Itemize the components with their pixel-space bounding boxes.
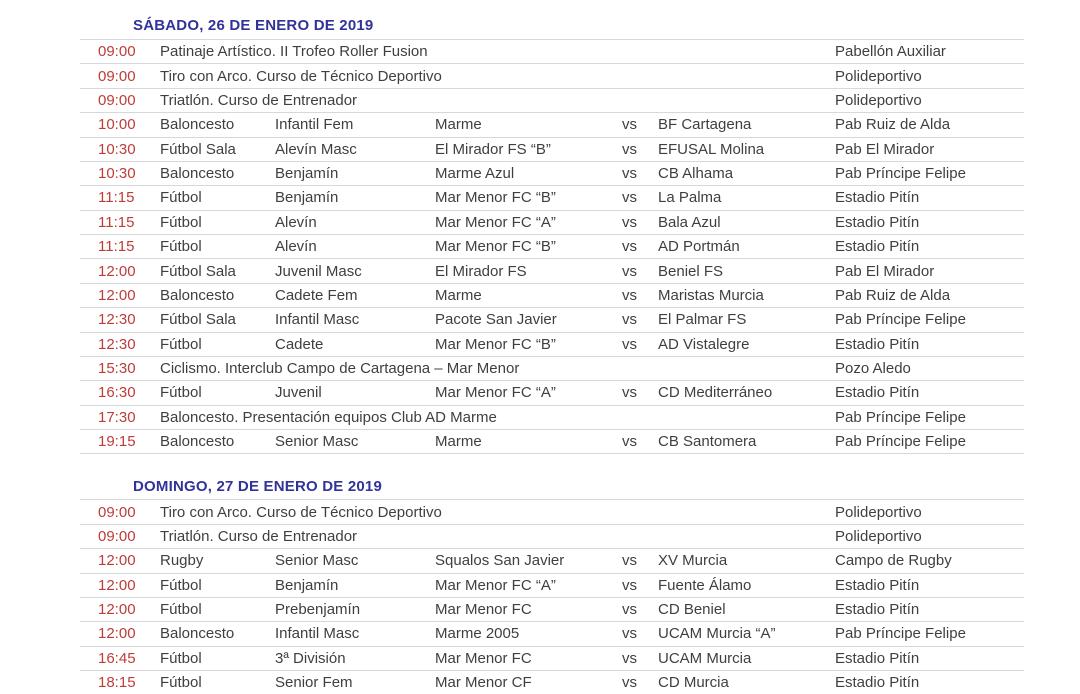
event-opponent: XV Murcia	[658, 552, 728, 570]
event-venue: Pab Príncipe Felipe	[835, 625, 966, 643]
event-category: Senior Fem	[275, 674, 353, 692]
event-team: El Mirador FS	[435, 262, 527, 280]
event-sport: Fútbol	[160, 213, 202, 231]
event-time: 16:30	[98, 384, 136, 402]
schedule-row	[80, 405, 1024, 429]
event-venue: Pab Príncipe Felipe	[835, 408, 966, 426]
vs-label: vs	[622, 649, 637, 667]
event-time: 09:00	[98, 527, 136, 545]
event-venue: Polideportivo	[835, 91, 922, 109]
section-title: DOMINGO, 27 DE ENERO DE 2019	[133, 478, 383, 496]
event-venue: Estadio Pitín	[835, 576, 920, 594]
event-sport: Rugby	[160, 552, 204, 570]
event-team: Mar Menor FC “A”	[435, 576, 556, 594]
vs-label: vs	[622, 189, 637, 207]
event-time: 12:00	[98, 262, 136, 280]
vs-label: vs	[622, 140, 637, 158]
event-venue: Polideportivo	[835, 527, 922, 545]
vs-label: vs	[622, 674, 637, 692]
event-opponent: CD Mediterráneo	[658, 384, 773, 402]
schedule-row	[80, 356, 1024, 380]
schedule-row	[80, 573, 1024, 597]
event-time: 09:00	[98, 503, 136, 521]
event-category: Benjamín	[275, 576, 339, 594]
event-team: Marme	[435, 116, 482, 134]
event-category: Benjamín	[275, 189, 339, 207]
event-time: 11:15	[98, 213, 135, 231]
vs-label: vs	[622, 286, 637, 304]
event-sport: Fútbol Sala	[160, 262, 236, 280]
event-venue: Estadio Pitín	[835, 384, 920, 402]
event-team: Mar Menor FC “B”	[435, 189, 556, 207]
event-time: 17:30	[98, 408, 136, 426]
event-time: 09:00	[98, 43, 136, 61]
event-venue: Polideportivo	[835, 67, 922, 85]
event-category: Alevín Masc	[275, 140, 357, 158]
event-category: Cadete	[275, 335, 324, 353]
event-time: 15:30	[98, 360, 136, 378]
event-team: Mar Menor FC “B”	[435, 238, 556, 256]
event-category: Alevín	[275, 238, 317, 256]
event-opponent: CD Beniel	[658, 601, 726, 619]
event-team: Mar Menor FC “A”	[435, 213, 556, 231]
event-team: Mar Menor FC	[435, 601, 532, 619]
event-time: 09:00	[98, 91, 136, 109]
section-title: SÁBADO, 26 DE ENERO DE 2019	[133, 17, 374, 34]
vs-label: vs	[622, 335, 637, 353]
event-time: 12:00	[98, 286, 136, 304]
event-team: Marme 2005	[435, 625, 520, 643]
event-venue: Pab El Mirador	[835, 262, 935, 280]
event-venue: Pozo Aledo	[835, 360, 911, 378]
event-team: Mar Menor FC	[435, 649, 532, 667]
event-time: 11:15	[98, 238, 135, 256]
event-venue: Estadio Pitín	[835, 238, 920, 256]
event-venue: Pab Ruiz de Alda	[835, 286, 951, 304]
schedule-row	[80, 39, 1024, 63]
event-category: Alevín	[275, 213, 317, 231]
event-time: 12:30	[98, 335, 136, 353]
event-sport: Fútbol Sala	[160, 140, 236, 158]
schedule-row	[80, 234, 1024, 258]
event-category: 3ª División	[275, 649, 346, 667]
event-venue: Estadio Pitín	[835, 213, 920, 231]
event-opponent: La Palma	[658, 189, 722, 207]
event-time: 10:00	[98, 116, 136, 134]
event-opponent: EFUSAL Molina	[658, 140, 765, 158]
event-sport: Fútbol	[160, 601, 202, 619]
schedule-row	[80, 621, 1024, 645]
event-opponent: El Palmar FS	[658, 311, 747, 329]
schedule-row	[80, 88, 1024, 112]
event-time: 12:00	[98, 552, 136, 570]
event-description: Triatlón. Curso de Entrenador	[160, 527, 358, 545]
event-category: Juvenil Masc	[275, 262, 362, 280]
vs-label: vs	[622, 552, 637, 570]
vs-label: vs	[622, 262, 637, 280]
event-time: 19:15	[98, 433, 136, 451]
event-venue: Campo de Rugby	[835, 552, 952, 570]
event-sport: Fútbol	[160, 189, 202, 207]
event-opponent: CD Murcia	[658, 674, 729, 692]
event-venue: Pab Ruiz de Alda	[835, 116, 951, 134]
vs-label: vs	[622, 116, 637, 134]
event-venue: Estadio Pitín	[835, 649, 920, 667]
schedule-row	[80, 112, 1024, 136]
event-sport: Baloncesto	[160, 433, 235, 451]
vs-label: vs	[622, 576, 637, 594]
event-description: Patinaje Artístico. II Trofeo Roller Fusion	[160, 43, 428, 61]
event-sport: Fútbol	[160, 335, 202, 353]
schedule-rows	[80, 39, 1024, 454]
schedule-row	[80, 429, 1024, 453]
event-category: Infantil Fem	[275, 116, 354, 134]
event-description: Tiro con Arco. Curso de Técnico Deportivo	[160, 67, 442, 85]
vs-label: vs	[622, 213, 637, 231]
event-category: Juvenil	[275, 384, 322, 402]
event-team: Mar Menor FC “A”	[435, 384, 556, 402]
event-opponent: Beniel FS	[658, 262, 724, 280]
event-team: Marme	[435, 433, 482, 451]
event-opponent: BF Cartagena	[658, 116, 752, 134]
schedule-row	[80, 670, 1024, 694]
vs-label: vs	[622, 433, 637, 451]
event-sport: Fútbol Sala	[160, 311, 236, 329]
schedule-row	[80, 332, 1024, 356]
schedule-row	[80, 499, 1024, 523]
vs-label: vs	[622, 311, 637, 329]
event-time: 12:00	[98, 625, 136, 643]
event-time: 11:15	[98, 189, 135, 207]
event-team: Mar Menor FC “B”	[435, 335, 556, 353]
event-team: Marme	[435, 286, 482, 304]
event-category: Prebenjamín	[275, 601, 361, 619]
event-venue: Pab Príncipe Felipe	[835, 433, 966, 451]
event-team: El Mirador FS “B”	[435, 140, 551, 158]
event-venue: Pab Príncipe Felipe	[835, 311, 966, 329]
event-opponent: Bala Azul	[658, 213, 721, 231]
event-team: Pacote San Javier	[435, 311, 557, 329]
event-opponent: Fuente Álamo	[658, 576, 752, 594]
event-time: 18:15	[98, 674, 136, 692]
schedule-row	[80, 258, 1024, 282]
event-sport: Fútbol	[160, 674, 202, 692]
event-venue: Polideportivo	[835, 503, 922, 521]
schedule-document	[80, 0, 1024, 694]
event-category: Infantil Masc	[275, 625, 360, 643]
schedule-row	[80, 283, 1024, 307]
event-opponent: CB Alhama	[658, 165, 734, 183]
event-venue: Estadio Pitín	[835, 601, 920, 619]
event-description: Tiro con Arco. Curso de Técnico Deportivo	[160, 503, 442, 521]
event-category: Cadete Fem	[275, 286, 358, 304]
schedule-sections	[80, 13, 1024, 694]
event-venue: Pab El Mirador	[835, 140, 935, 158]
event-team: Mar Menor CF	[435, 674, 532, 692]
event-venue: Pab Príncipe Felipe	[835, 165, 966, 183]
event-sport: Fútbol	[160, 384, 202, 402]
schedule-rows	[80, 499, 1024, 694]
vs-label: vs	[622, 384, 637, 402]
event-sport: Baloncesto	[160, 286, 235, 304]
vs-label: vs	[622, 165, 637, 183]
event-opponent: UCAM Murcia “A”	[658, 625, 776, 643]
event-sport: Baloncesto	[160, 625, 235, 643]
event-category: Infantil Masc	[275, 311, 360, 329]
event-venue: Pabellón Auxiliar	[835, 43, 946, 61]
event-sport: Baloncesto	[160, 116, 235, 134]
event-sport: Fútbol	[160, 649, 202, 667]
event-opponent: CB Santomera	[658, 433, 757, 451]
schedule-row	[80, 597, 1024, 621]
event-sport: Baloncesto	[160, 165, 235, 183]
event-team: Marme Azul	[435, 165, 515, 183]
event-opponent: AD Portmán	[658, 238, 740, 256]
schedule-row	[80, 548, 1024, 572]
event-team: Squalos San Javier	[435, 552, 565, 570]
vs-label: vs	[622, 601, 637, 619]
event-time: 10:30	[98, 140, 136, 158]
event-category: Benjamín	[275, 165, 339, 183]
schedule-row	[80, 161, 1024, 185]
event-description: Ciclismo. Interclub Campo de Cartagena – Mar Menor	[160, 360, 520, 378]
schedule-row	[80, 307, 1024, 331]
event-time: 12:00	[98, 576, 136, 594]
event-venue: Estadio Pitín	[835, 335, 920, 353]
event-time: 16:45	[98, 649, 136, 667]
event-opponent: Maristas Murcia	[658, 286, 764, 304]
event-time: 10:30	[98, 165, 136, 183]
vs-label: vs	[622, 625, 637, 643]
event-category: Senior Masc	[275, 433, 359, 451]
event-time: 12:00	[98, 601, 136, 619]
event-venue: Estadio Pitín	[835, 674, 920, 692]
event-opponent: AD Vistalegre	[658, 335, 750, 353]
event-description: Baloncesto. Presentación equipos Club AD Marme	[160, 408, 497, 426]
event-time: 12:30	[98, 311, 136, 329]
event-sport: Fútbol	[160, 238, 202, 256]
schedule-row	[80, 524, 1024, 548]
schedule-row	[80, 380, 1024, 404]
event-sport: Fútbol	[160, 576, 202, 594]
event-description: Triatlón. Curso de Entrenador	[160, 91, 358, 109]
event-opponent: UCAM Murcia	[658, 649, 752, 667]
schedule-row	[80, 646, 1024, 670]
schedule-row	[80, 63, 1024, 87]
vs-label: vs	[622, 238, 637, 256]
event-venue: Estadio Pitín	[835, 189, 920, 207]
event-category: Senior Masc	[275, 552, 359, 570]
schedule-row	[80, 137, 1024, 161]
schedule-row	[80, 210, 1024, 234]
schedule-row	[80, 185, 1024, 209]
event-time: 09:00	[98, 67, 136, 85]
